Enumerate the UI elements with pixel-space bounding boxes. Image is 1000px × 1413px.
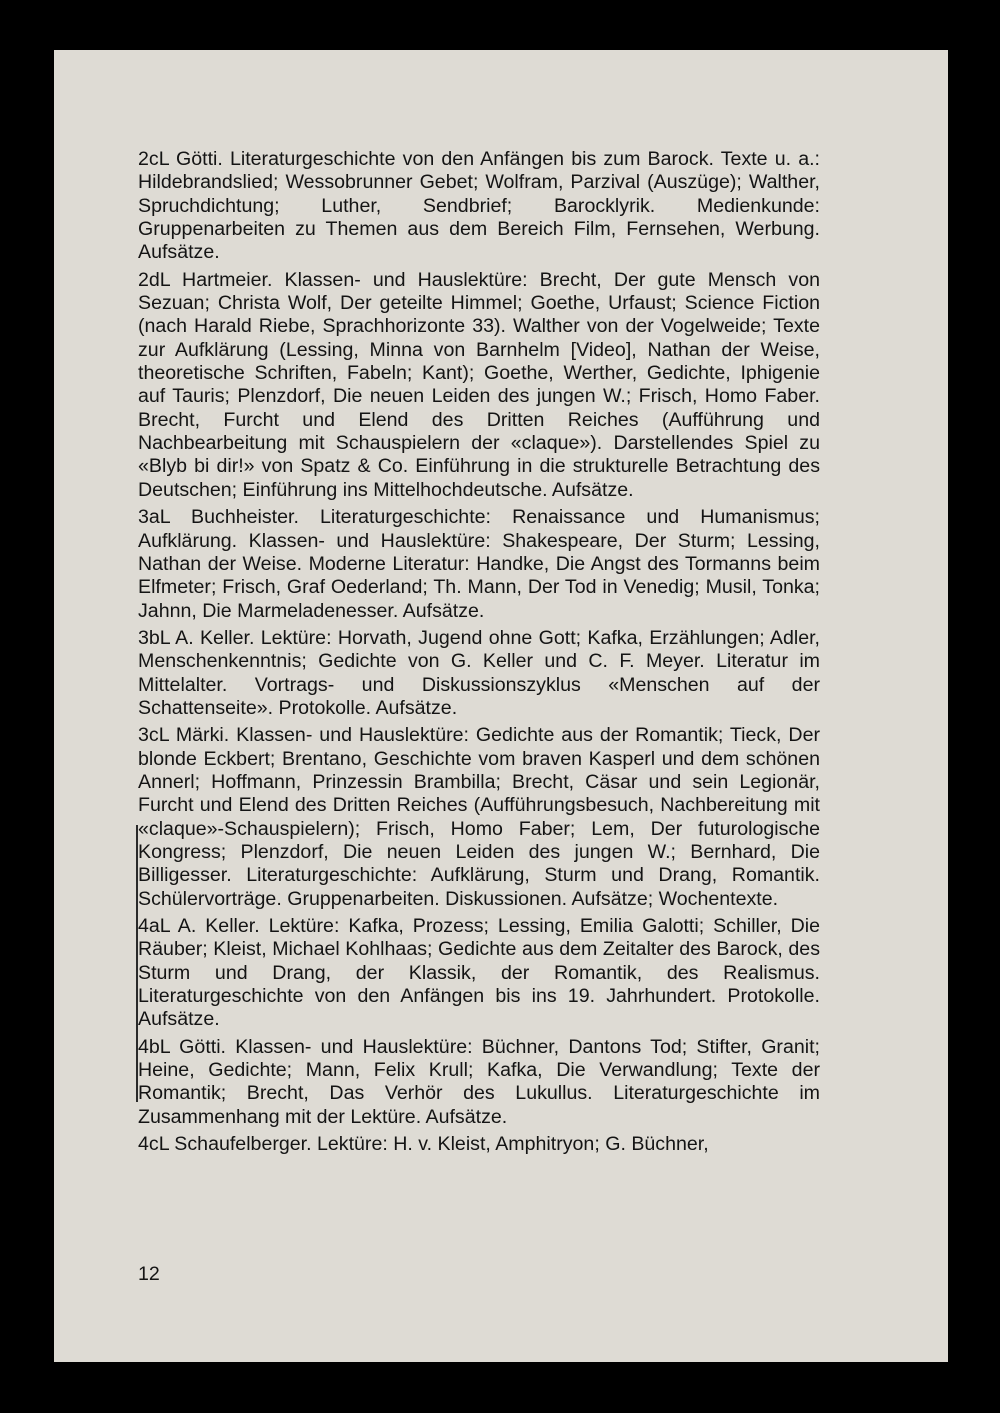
entry-2cl: 2cL Götti. Literaturgeschichte von den Anfängen bis zum Barock. Texte u. a.: Hildebrandslied; Wessobrunner Gebet; Wolfram, Parzival (Auszüge); Walther, Spruchdichtung; Luther, Sendbrief; Barocklyrik. Medienkunde: Gruppenarbeiten zu Themen aus dem Bereich Film, Fernsehen, Werbung. Aufsätze. — [138, 148, 820, 264]
page-number: 12 — [138, 1263, 160, 1285]
document-page — [54, 50, 948, 1362]
entry-3bl: 3bL A. Keller. Lektüre: Horvath, Jugend ohne Gott; Kafka, Erzählungen; Adler, Menschenkenntnis; Gedichte von G. Keller und C. F. Meyer. Literatur im Mittelalter. Vortrags- und Diskussionszyklus «Menschen auf der Schattenseite». Protokolle. Aufsätze. — [138, 626, 820, 719]
entry-3al: 3aL Buchheister. Literaturgeschichte: Renaissance und Humanismus; Aufklärung. Klassen- und Hauslektüre: Shakespeare, Der Sturm; Lessing, Nathan der Weise. Moderne Literatur: Handke, Die Angst des Tormanns beim Elfmeter; Frisch, Graf Oederland; Th. Mann, Der Tod in Venedig; Musil, Tonka; Jahnn, Die Marmeladenesser. Aufsätze. — [138, 506, 820, 622]
entry-3cl: 3cL Märki. Klassen- und Hauslektüre: Gedichte aus der Romantik; Tieck, Der blonde Eckbert; Brentano, Geschichte vom braven Kasperl und dem schönen Annerl; Hoffmann, Prinzessin Brambilla; Brecht, Cäsar und sein Legionär, Furcht und Elend des Dritten Reiches (Aufführungsbesuch, Nachbereitung mit «claque»-Schauspielern); Frisch, Homo Faber; Lem, Der futurologische Kongress; Plenzdorf, Die neuen Leiden des jungen W.; Bernhard, Die Billigesser. Literaturgeschichte: Aufklärung, Sturm und Drang, Romantik. Schülervorträge. Gruppenarbeiten. Diskussionen. Aufsätze; Wochentexte. — [138, 724, 820, 910]
entry-4al: 4aL A. Keller. Lektüre: Kafka, Prozess; Lessing, Emilia Galotti; Schiller, Die Räuber; Kleist, Michael Kohlhaas; Gedichte aus dem Zeitalter des Barock, des Sturm und Drang, der Klassik, der Romantik, des Realismus. Literaturgeschichte von den Anfängen bis ins 19. Jahrhundert. Protokolle. Aufsätze. — [138, 915, 820, 1031]
margin-mark-4al — [136, 990, 138, 1102]
entry-4bl: 4bL Götti. Klassen- und Hauslektüre: Büchner, Dantons Tod; Stifter, Granit; Heine, Gedichte; Mann, Felix Krull; Kafka, Die Verwandlung; Texte der Romantik; Brecht, Das Verhör des Lukullus. Literaturgeschichte im Zusammenhang mit der Lektüre. Aufsätze. — [138, 1035, 820, 1128]
text-column — [138, 148, 820, 1160]
entry-2dl: 2dL Hartmeier. Klassen- und Hauslektüre: Brecht, Der gute Mensch von Sezuan; Christa Wolf, Der geteilte Himmel; Goethe, Urfaust; Science Fiction (nach Harald Riebe, Sprachhorizonte 33). Walther von der Vogelweide; Texte zur Aufklärung (Lessing, Minna von Barnhelm [Video], Nathan der Weise, theoretische Schriften, Fabeln; Kant); Goethe, Werther, Gedichte, Iphigenie auf Tauris; Plenzdorf, Die neuen Leiden des jungen W.; Frisch, Homo Faber. Brecht, Furcht und Elend des Dritten Reiches (Aufführung und Nachbearbeitung mit Schauspielern der «claque»). Darstellendes Spiel zu «Blyb bi dir!» von Spatz & Co. Einführung in die strukturelle Betrachtung des Deutschen; Einführung ins Mittelhochdeutsche. Aufsätze. — [138, 268, 820, 501]
entry-4cl: 4cL Schaufelberger. Lektüre: H. v. Kleist, Amphitryon; G. Büchner, — [138, 1133, 709, 1156]
